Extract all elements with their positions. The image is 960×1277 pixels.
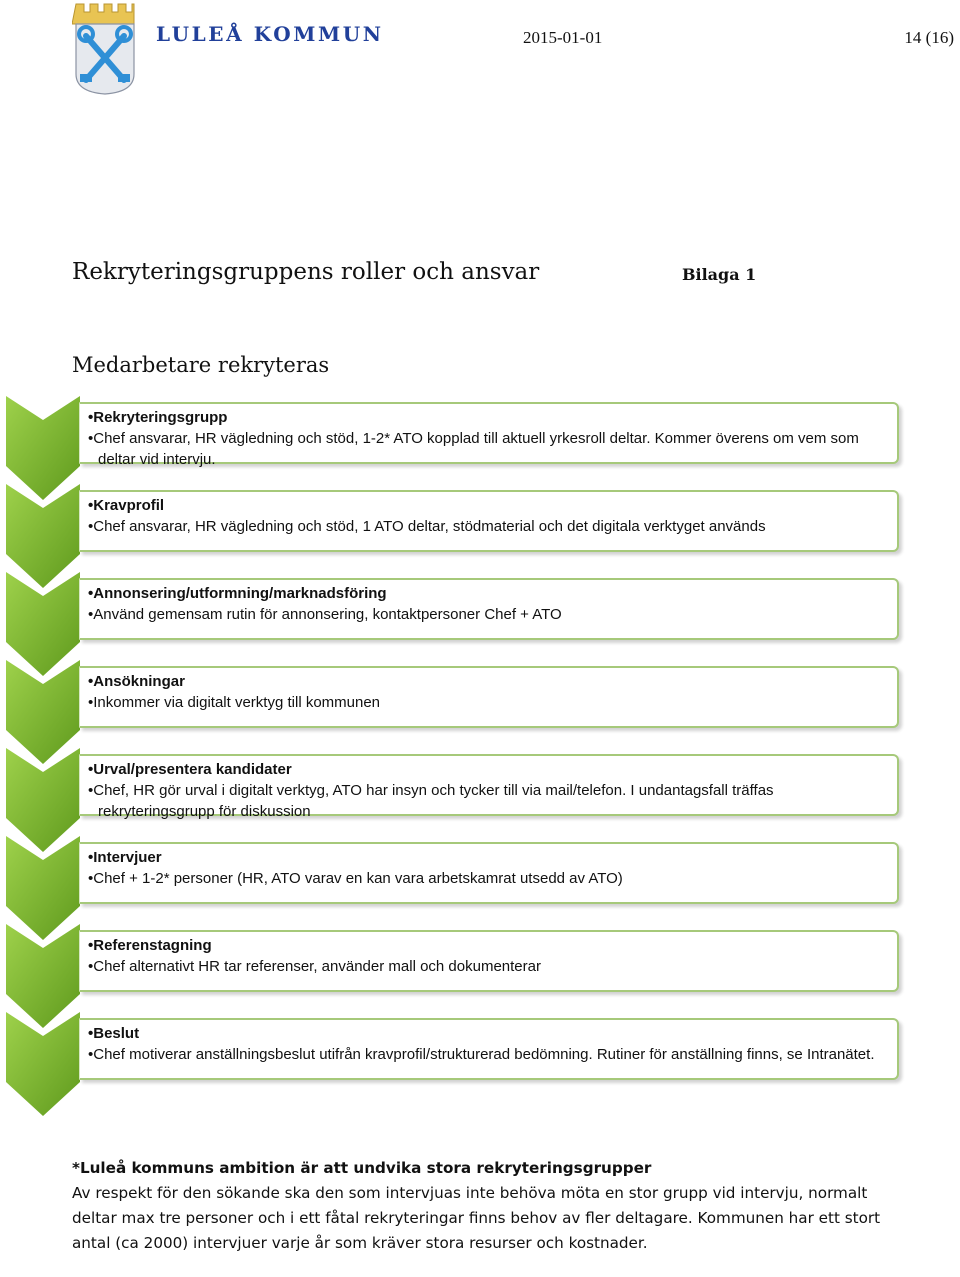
recruitment-process-diagram (0, 396, 960, 1126)
process-step-rekryteringsgrupp (0, 396, 960, 486)
step-box (79, 930, 899, 992)
step-heading: •Rekryteringsgrupp (88, 409, 228, 426)
step-heading: •Beslut (88, 1025, 140, 1042)
process-step-annonsering (0, 572, 960, 662)
step-box (79, 666, 899, 728)
step-box (79, 754, 899, 820)
process-step-referenstagning (0, 924, 960, 1014)
appendix-label: Bilaga 1 (682, 265, 757, 284)
step-text: •Chef ansvarar, HR vägledning och stöd, 1-2* ATO kopplad till aktuell yrkesroll deltar. Kommer överens om vem som deltar vid intervju. (88, 430, 859, 468)
step-heading: •Urval/presentera kandidater (88, 761, 292, 778)
step-box (79, 1018, 899, 1080)
step-heading: •Kravprofil (88, 497, 165, 514)
step-heading: •Ansökningar (88, 673, 185, 690)
process-step-beslut (0, 1012, 960, 1102)
step-heading: •Annonsering/utformning/marknadsföring (88, 585, 387, 602)
step-box (79, 402, 899, 468)
page-number: 14 (16) (904, 28, 954, 47)
step-heading: •Referenstagning (88, 937, 212, 954)
step-box (79, 578, 899, 640)
page-title: Rekryteringsgruppens roller och ansvar (72, 259, 540, 285)
footnote-body: Av respekt för den sökande ska den som intervjuas inte behöva möta en stor grupp vid intervju, normalt deltar max tre personer och i ett fåtal rekryteringar finns behov av fler deltagare. Kommunen har ett stort antal (ca 2000) intervjuer varje år som kräver stora resurser och kostnader. (72, 1184, 881, 1252)
step-box (79, 842, 899, 904)
step-heading: •Intervjuer (88, 849, 162, 866)
chevron-arrow-icon (6, 1012, 80, 1117)
process-step-ansokningar (0, 660, 960, 750)
process-step-intervjuer (0, 836, 960, 926)
step-text: •Chef ansvarar, HR vägledning och stöd, 1 ATO deltar, stödmaterial och det digitala verktyget används (88, 518, 766, 535)
section-subtitle: Medarbetare rekryteras (72, 353, 330, 377)
step-text: •Inkommer via digitalt verktyg till kommunen (88, 694, 381, 711)
document-date: 2015-01-01 (523, 28, 603, 47)
step-text: •Chef alternativt HR tar referenser, använder mall och dokumenterar (88, 958, 541, 975)
step-text: •Chef + 1-2* personer (HR, ATO varav en kan vara arbetskamrat utsedd av ATO) (88, 870, 623, 887)
lulea-coat-of-arms-icon (72, 2, 138, 96)
footnote-heading: *Luleå kommuns ambition är att undvika stora rekryteringsgrupper (72, 1159, 652, 1177)
process-step-kravprofil (0, 484, 960, 574)
step-text: •Chef, HR gör urval i digitalt verktyg, ATO har insyn och tycker till via mail/telefon. I undantagsfall träffas rekryteringsgrupp för diskussion (88, 782, 774, 820)
org-name: LULEÅ KOMMUN (156, 22, 384, 46)
step-box (79, 490, 899, 552)
step-text: •Chef motiverar anställningsbeslut utifrån kravprofil/strukturerad bedömning. Rutiner för anställning finns, se Intranätet. (88, 1046, 875, 1063)
process-step-urval (0, 748, 960, 838)
step-text: •Använd gemensam rutin för annonsering, kontaktpersoner Chef + ATO (88, 606, 562, 623)
footnote (72, 1156, 892, 1256)
